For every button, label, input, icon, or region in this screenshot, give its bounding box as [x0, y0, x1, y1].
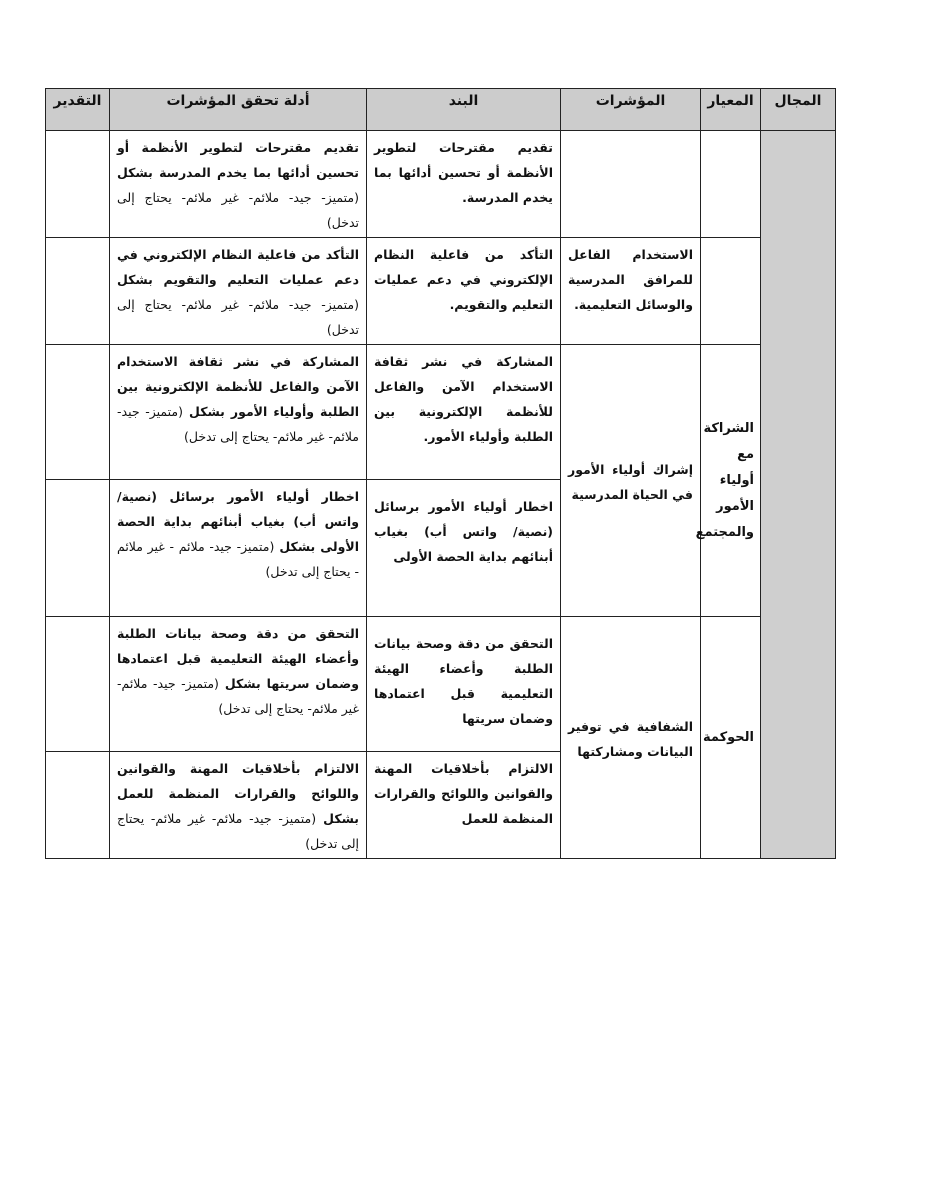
header-domain: المجال: [761, 89, 836, 131]
table-row: [46, 617, 836, 752]
item-text: التأكد من فاعلية النظام الإلكتروني في دعم عمليات التعليم والتقويم.: [374, 247, 553, 312]
rating-cell[interactable]: [46, 345, 110, 480]
evidence-text: [110, 131, 366, 237]
indicator-cell-governance: [561, 617, 701, 859]
criterion-governance: الحوكمة: [702, 729, 754, 745]
evidence-scale: (متميز- جيد- ملائم- غير ملائم- يحتاج إلى تدخل): [117, 811, 359, 851]
evidence-cell: [110, 617, 367, 752]
item-text: الالتزام بأخلاقيات المهنة والقوانين واللوائح والقرارات المنظمة للعمل: [374, 761, 553, 826]
evidence-scale: (متميز- جيد- ملائم- غير ملائم- يحتاج إلى تدخل): [117, 404, 359, 444]
table-row: [46, 238, 836, 345]
indicator-cell: [561, 238, 701, 345]
indicator-text: الاستخدام الفاعل للمرافق المدرسية والوسائل التعليمية.: [568, 247, 693, 312]
evidence-cell: [110, 480, 367, 617]
table-row: [46, 131, 836, 238]
item-text: اخطار أولياء الأمور برسائل (نصية/ واتس أب) بغياب أبنائهم بداية الحصة الأولى: [374, 499, 553, 564]
evidence-cell: [110, 238, 367, 345]
indicator-cell-partnership: [561, 345, 701, 617]
header-item: البند: [367, 89, 561, 131]
rating-cell[interactable]: [46, 238, 110, 345]
evidence-statement: التحقق من دقة وصحة بيانات الطلبة وأعضاء الهيئة التعليمية قبل اعتمادها وضمان سريتها بشكل: [117, 626, 360, 691]
evidence-text: [110, 238, 366, 344]
evidence-statement: الالتزام بأخلاقيات المهنة والقوانين واللوائح والقرارات المنظمة للعمل بشكل: [117, 761, 359, 826]
evidence-text: [110, 617, 366, 723]
item-cell: [367, 752, 561, 859]
evidence-cell: [110, 131, 367, 238]
evaluation-table: [45, 88, 836, 859]
evidence-scale: (متميز- جيد- ملائم - غير ملائم - يحتاج إلى تدخل): [117, 539, 359, 579]
rating-cell[interactable]: [46, 131, 110, 238]
item-cell: [367, 480, 561, 617]
item-cell: [367, 617, 561, 752]
header-criterion: المعيار: [701, 89, 761, 131]
item-text: التحقق من دقة وصحة بيانات الطلبة وأعضاء الهيئة التعليمية قبل اعتمادها وضمان سريتها: [374, 636, 553, 726]
evidence-scale: (متميز- جيد- ملائم- غير ملائم- يحتاج إلى تدخل): [117, 676, 359, 716]
indicator-partnership: إشراك أولياء الأمور في الحياة المدرسية: [568, 461, 693, 502]
criterion-partnership: الشراكة مع أولياء الأمور والمجتمع: [695, 420, 754, 540]
evidence-text: [110, 480, 366, 586]
criterion-cell: [701, 131, 761, 238]
evidence-text: [110, 752, 366, 858]
criterion-cell: [701, 238, 761, 345]
evidence-text: [110, 345, 366, 451]
rating-cell[interactable]: [46, 480, 110, 617]
criterion-cell-governance: [701, 617, 761, 859]
header-indicators: المؤشرات: [561, 89, 701, 131]
header-rating: التقدير: [46, 89, 110, 131]
table-row: [46, 345, 836, 480]
indicator-governance: الشفافية في توفير البيانات ومشاركتها: [568, 718, 693, 759]
item-cell: [367, 131, 561, 238]
indicator-cell: [561, 131, 701, 238]
evidence-statement: تقديم مقترحات لتطوير الأنظمة أو تحسين أدائها بما يخدم المدرسة بشكل: [117, 140, 359, 180]
item-text: المشاركة في نشر ثقافة الاستخدام الآمن والفاعل للأنظمة الإلكترونية بين الطلبة وأولياء الأمور.: [374, 354, 553, 444]
header-evidence: أدلة تحقق المؤشرات: [110, 89, 367, 131]
header-row: [46, 89, 836, 131]
rating-cell[interactable]: [46, 752, 110, 859]
evidence-scale: (متميز- جيد- ملائم- غير ملائم- يحتاج إلى تدخل): [117, 190, 359, 230]
item-text: تقديم مقترحات لتطوير الأنظمة أو تحسين أدائها بما يخدم المدرسة.: [374, 140, 553, 205]
evidence-statement: المشاركة في نشر ثقافة الاستخدام الآمن والفاعل للأنظمة الإلكترونية بين الطلبة وأولياء الأمور بشكل: [117, 354, 359, 419]
evidence-scale: (متميز- جيد- ملائم- غير ملائم- يحتاج إلى تدخل): [117, 297, 359, 337]
item-cell: [367, 238, 561, 345]
rating-cell[interactable]: [46, 617, 110, 752]
evidence-cell: [110, 345, 367, 480]
item-cell: [367, 345, 561, 480]
criterion-cell-partnership: [695, 345, 761, 617]
domain-cell: [761, 131, 836, 859]
evidence-cell: [110, 752, 367, 859]
evidence-statement: اخطار أولياء الأمور برسائل (نصية/ واتس أب) بغياب أبنائهم بداية الحصة الأولى بشكل: [117, 489, 359, 554]
evidence-statement: التأكد من فاعلية النظام الإلكتروني في دعم عمليات التعليم والتقويم بشكل: [117, 247, 359, 287]
